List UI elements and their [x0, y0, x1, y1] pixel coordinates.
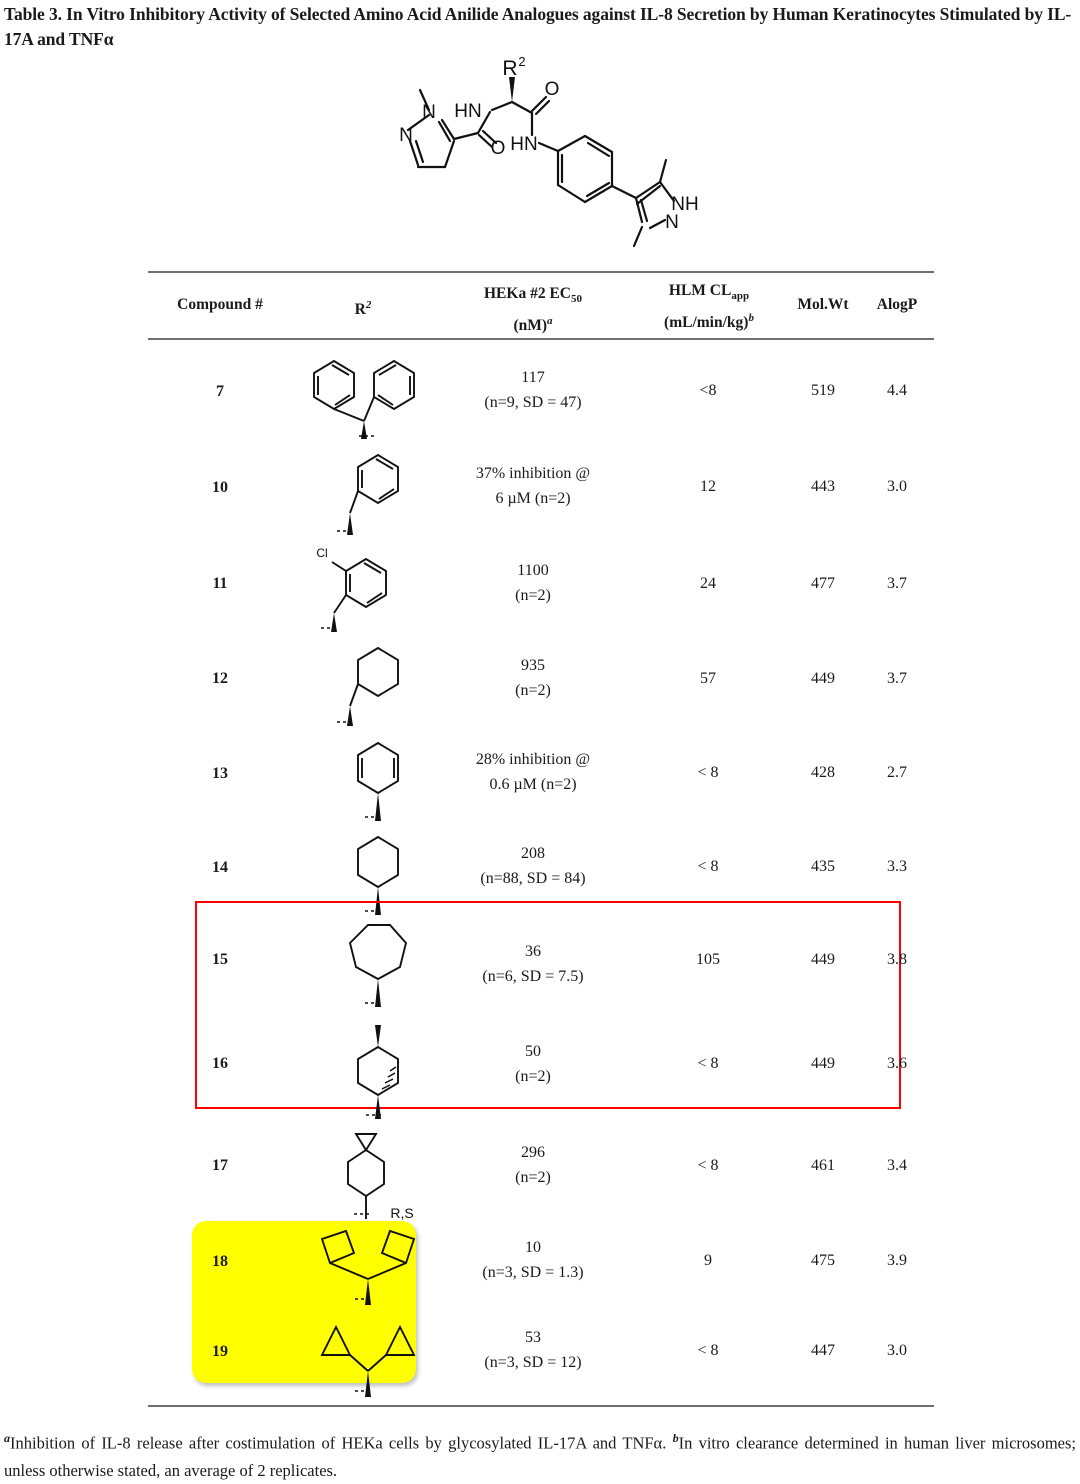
- row-ec50-line1: 117: [521, 369, 545, 386]
- svg-text:HN: HN: [510, 134, 538, 155]
- row-ec50-line2: (n=6, SD = 7.5): [482, 968, 584, 985]
- row-alogp: 4.4: [887, 382, 907, 399]
- row-hlm: < 8: [697, 1055, 719, 1072]
- table-row: [148, 1311, 934, 1401]
- column-header-compound: Compound #: [177, 296, 263, 313]
- row-molwt: 519: [811, 382, 835, 399]
- row-ec50-line2: (n=3, SD = 1.3): [482, 1264, 584, 1281]
- svg-text:N: N: [422, 102, 436, 123]
- r2-structure-bis-cyclobutylmethyl: [300, 1223, 436, 1311]
- row-ec50: [438, 558, 628, 608]
- row-ec50-line1: 50: [525, 1043, 541, 1060]
- row-ec50-line1: 37% inhibition @: [475, 465, 591, 482]
- column-header-molwt: Mol.Wt: [797, 296, 849, 313]
- row-compound-number: 16: [212, 1055, 228, 1072]
- row-ec50-line2: (n=9, SD = 47): [484, 394, 582, 411]
- row-ec50: [438, 461, 628, 511]
- svg-text:2: 2: [518, 55, 526, 69]
- row-ec50: [438, 1325, 628, 1375]
- column-header-ec50-line2: (nM): [513, 317, 548, 335]
- row-molwt: 449: [811, 951, 835, 968]
- row-ec50-line1: 935: [521, 657, 545, 674]
- row-ec50-line2: (n=3, SD = 12): [484, 1354, 582, 1371]
- table-rule-header: [148, 338, 934, 340]
- row-compound-number: 14: [212, 859, 228, 876]
- column-header-hlm: [630, 280, 788, 334]
- row-compound-number: 11: [212, 575, 228, 592]
- column-header-r2: [298, 294, 428, 321]
- r2-structure-benzyl: [320, 447, 430, 543]
- row-ec50-line2: 0.6 µM (n=2): [489, 776, 577, 793]
- row-ec50-line1: 10: [525, 1239, 541, 1256]
- row-compound-number: 7: [216, 383, 224, 400]
- row-ec50-line2: (n=2): [515, 587, 551, 604]
- row-ec50: [438, 841, 628, 891]
- footnote-text-b: In vitro clearance determined in human liver microsomes; unless otherwise stated, an average of 2 replicates.: [4, 1433, 1076, 1480]
- row-molwt: 435: [811, 858, 835, 875]
- column-header-hlm-line1: HLM CL: [668, 282, 732, 299]
- r2-structure-bis-cyclopropylmethyl: [300, 1321, 436, 1401]
- r2-structure-diphenylmethyl: [294, 351, 434, 445]
- row-alogp: 2.7: [887, 764, 907, 781]
- row-hlm: <8: [699, 382, 717, 399]
- row-alogp: 3.9: [887, 1252, 907, 1269]
- row-molwt: 449: [811, 670, 835, 687]
- table-row: [148, 638, 934, 733]
- row-hlm: < 8: [697, 764, 719, 781]
- svg-text:N: N: [665, 212, 679, 233]
- r2-structure-trans-4-methylcyclohexyl: [330, 1023, 426, 1123]
- column-header-ec50: [438, 283, 628, 337]
- row-compound-number: 18: [212, 1253, 228, 1270]
- row-ec50-line1: 36: [525, 943, 541, 960]
- row-ec50: [438, 1140, 628, 1190]
- table-row: [148, 447, 934, 543]
- row-alogp: 3.8: [887, 951, 907, 968]
- table-rule-top: [148, 271, 934, 273]
- row-compound-number: 19: [212, 1343, 228, 1360]
- row-ec50: [438, 653, 628, 703]
- row-alogp: 3.4: [887, 1157, 907, 1174]
- row-alogp: 3.7: [887, 670, 907, 687]
- column-header-r2-label: R: [354, 301, 366, 319]
- footnote-marker-b: b: [672, 1431, 679, 1445]
- column-header-hlm-sub: app: [731, 290, 750, 303]
- table-row: [148, 1023, 934, 1123]
- row-ec50-line1: 53: [525, 1329, 541, 1346]
- svg-text:O: O: [490, 138, 506, 159]
- column-header-hlm-sup: b: [748, 312, 754, 325]
- row-molwt: 461: [811, 1157, 835, 1174]
- r2-structure-cyclohexyl: [330, 831, 426, 921]
- footnote-text-a: Inhibition of IL-8 release after costimulation of HEKa cells by glycosylated IL-17A and TNFα.: [10, 1433, 673, 1453]
- row-compound-number: 10: [212, 479, 228, 496]
- row-molwt: 447: [811, 1342, 835, 1359]
- table-row: [148, 733, 934, 827]
- row-ec50-line1: 208: [521, 845, 545, 862]
- svg-text:R: R: [502, 57, 518, 80]
- row-ec50: [438, 747, 628, 797]
- row-molwt: 477: [811, 575, 835, 592]
- r2-structure-spiro-octyl: [318, 1124, 438, 1224]
- table-row: [148, 1221, 934, 1311]
- row-hlm: < 8: [697, 1157, 719, 1174]
- row-molwt: 449: [811, 1055, 835, 1072]
- row-ec50-line2: (n=2): [515, 682, 551, 699]
- column-header-ec50-sub: 50: [570, 293, 582, 306]
- column-header-ec50-line1: HEKa #2 EC: [484, 285, 571, 302]
- row-hlm: 57: [700, 670, 716, 687]
- row-ec50-line1: 1100: [517, 562, 549, 579]
- row-compound-number: 13: [212, 765, 228, 782]
- row-molwt: 443: [811, 478, 835, 495]
- row-ec50-line2: (n=2): [515, 1169, 551, 1186]
- table-row: [148, 543, 934, 638]
- column-header-ec50-sup: a: [547, 315, 553, 328]
- row-ec50-line1: 296: [521, 1144, 545, 1161]
- table-rule-bottom: [148, 1405, 934, 1407]
- row-ec50-line2: (n=88, SD = 84): [480, 870, 586, 887]
- footnote-marker-a: a: [4, 1431, 10, 1445]
- svg-text:O: O: [544, 79, 560, 100]
- r2-structure-phenyl: [330, 737, 426, 827]
- row-ec50-line2: (n=2): [515, 1068, 551, 1085]
- row-alogp: 3.3: [887, 858, 907, 875]
- table-row: [148, 349, 934, 447]
- column-header-r2-sup: 2: [365, 299, 372, 311]
- row-ec50-line2: 6 µM (n=2): [495, 490, 571, 507]
- r2-structure-cyclohexylmethyl: [320, 638, 430, 733]
- page-title: Table 3. In Vitro Inhibitory Activity of Selected Amino Acid Anilide Analogues against IL-8 Secretion by Human Keratinocytes Stimulated by IL-17A and TNFα: [4, 4, 1072, 49]
- r2-structure-cycloheptyl: [328, 921, 428, 1021]
- row-alogp: 3.0: [887, 478, 907, 495]
- svg-text:NH: NH: [671, 194, 699, 215]
- row-ec50-line1: 28% inhibition @: [475, 751, 591, 768]
- svg-text:HN: HN: [454, 101, 482, 122]
- column-header-alogp: AlogP: [876, 296, 918, 313]
- row-compound-number: 17: [212, 1157, 228, 1174]
- row-ec50: [438, 1235, 628, 1285]
- column-header-hlm-line2: (mL/min/kg): [664, 314, 749, 332]
- row-hlm: 9: [704, 1252, 712, 1269]
- table-row: [148, 921, 934, 1023]
- row-alogp: 3.7: [887, 575, 907, 592]
- results-table: [148, 271, 934, 1407]
- table-row: [148, 1126, 934, 1221]
- row-alogp: 3.6: [887, 1055, 907, 1072]
- svg-text:N: N: [399, 125, 413, 146]
- r2-structure-2-chlorobenzyl: [308, 543, 428, 638]
- row-ec50: [438, 1039, 628, 1089]
- row-compound-number: 12: [212, 670, 228, 687]
- svg-text:Cl: Cl: [316, 546, 328, 560]
- core-scaffold-diagram: [372, 55, 720, 263]
- row-hlm: < 8: [697, 1342, 719, 1359]
- row-molwt: 428: [811, 764, 835, 781]
- row-alogp: 3.0: [887, 1342, 907, 1359]
- row-hlm: 24: [700, 575, 716, 592]
- row-compound-number: 15: [212, 951, 228, 968]
- row-hlm: 105: [696, 951, 720, 968]
- r2-annotation-rs: R,S: [390, 1205, 414, 1221]
- table-row: [148, 827, 934, 921]
- row-hlm: < 8: [697, 858, 719, 875]
- row-molwt: 475: [811, 1252, 835, 1269]
- row-ec50: [438, 939, 628, 989]
- row-ec50: [438, 365, 628, 415]
- row-hlm: 12: [700, 478, 716, 495]
- table-footnote: [4, 1425, 1076, 1484]
